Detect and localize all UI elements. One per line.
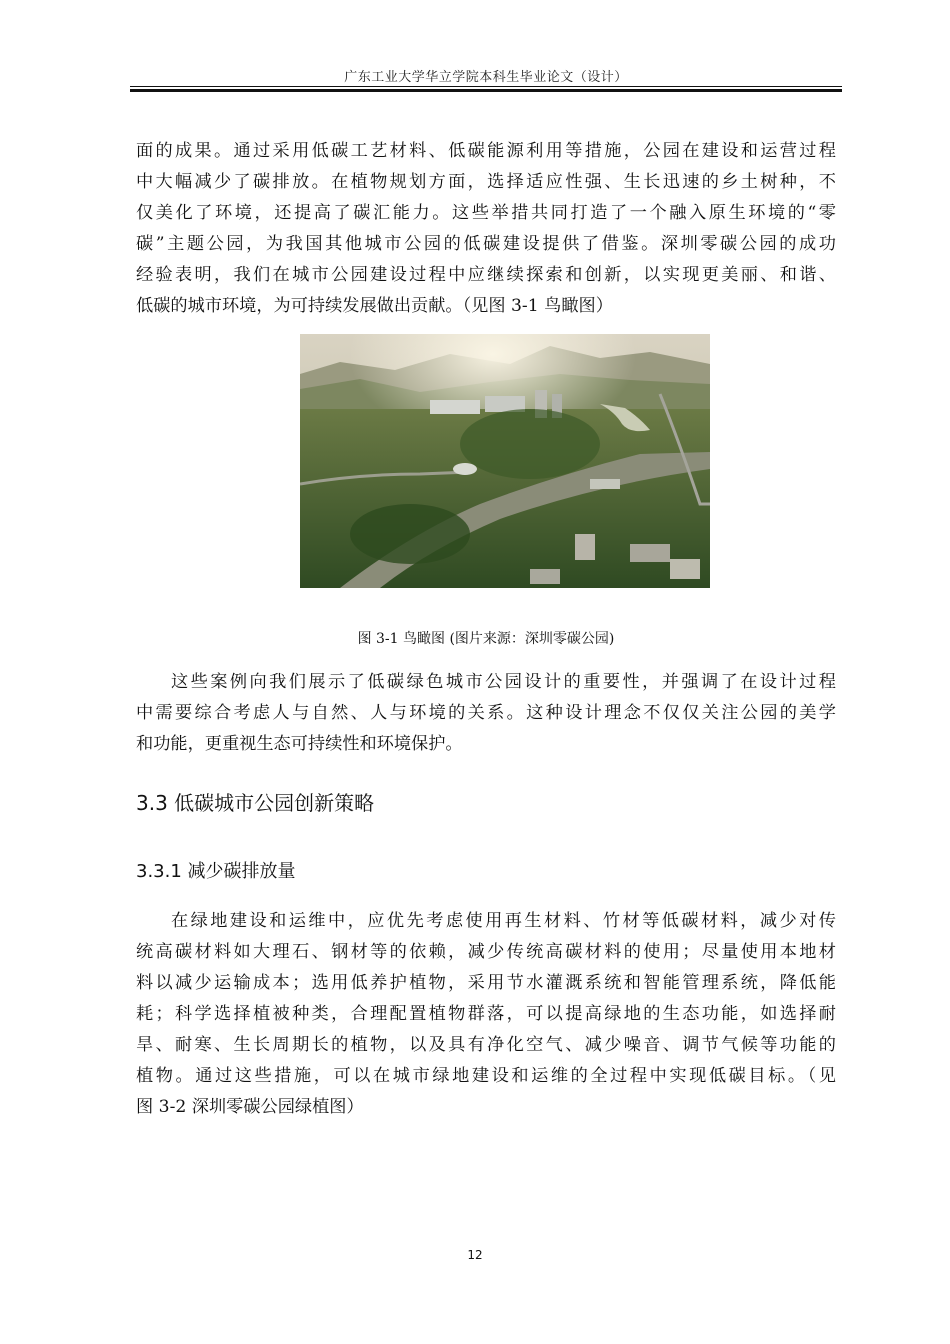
text-line: 低碳的城市环境，为可持续发展做出贡献。（见图 3-1 鸟瞰图） <box>136 296 613 316</box>
text-line: 经验表明，我们在城市公园建设过程中应继续探索和创新，以实现更美丽、和谐、 <box>136 265 836 285</box>
running-header: 广东工业大学华立学院本科生毕业论文（设计） <box>344 70 628 85</box>
text-line: 料以减少运输成本；选用低养护植物，采用节水灌溉系统和智能管理系统，降低能 <box>136 973 836 993</box>
text-line: 面的成果。通过采用低碳工艺材料、低碳能源利用等措施，公园在建设和运营过程 <box>136 141 836 161</box>
header-rule-thin <box>130 86 842 87</box>
aerial-view-photo <box>300 334 710 588</box>
page-number: 12 <box>467 1248 483 1262</box>
header-rule-thick <box>130 89 842 92</box>
text-line: 中大幅减少了碳排放。在植物规划方面，选择适应性强、生长迅速的乡土树种，不 <box>136 172 836 192</box>
text-line: 中需要综合考虑人与自然、人与环境的关系。这种设计理念不仅仅关注公园的美学 <box>136 703 836 723</box>
text-line: 在绿地建设和运维中，应优先考虑使用再生材料、竹材等低碳材料，减少对传 <box>171 911 836 931</box>
text-line: 仅美化了环境，还提高了碳汇能力。这些举措共同打造了一个融入原生环境的“零 <box>136 203 836 223</box>
paragraph-case-summary <box>136 667 836 760</box>
text-line: 植物。通过这些措施，可以在城市绿地建设和运维的全过程中实现低碳目标。（见 <box>136 1066 836 1086</box>
figure-caption: 图 3-1 鸟瞰图 (图片来源：深圳零碳公园) <box>357 631 615 647</box>
text-line: 旱、耐寒、生长周期长的植物，以及具有净化空气、减少噪音、调节气候等功能的 <box>136 1035 836 1055</box>
paragraph-carbon-reduction <box>136 906 836 1123</box>
text-line: 这些案例向我们展示了低碳绿色城市公园设计的重要性，并强调了在设计过程 <box>171 672 836 692</box>
text-line: 耗；科学选择植被种类，合理配置植物群落，可以提高绿地的生态功能，如选择耐 <box>136 1004 836 1024</box>
text-line: 图 3-2 深圳零碳公园绿植图） <box>136 1097 364 1117</box>
text-line: 碳”主题公园，为我国其他城市公园的低碳建设提供了借鉴。深圳零碳公园的成功 <box>136 234 836 254</box>
text-line: 和功能，更重视生态可持续性和环境保护。 <box>136 734 463 754</box>
section-heading: 3.3 低碳城市公园创新策略 <box>136 791 375 815</box>
text-line: 统高碳材料如大理石、钢材等的依赖，减少传统高碳材料的使用；尽量使用本地材 <box>136 942 836 962</box>
subsection-heading: 3.3.1 减少碳排放量 <box>136 861 296 882</box>
paragraph-park-results <box>136 136 836 322</box>
